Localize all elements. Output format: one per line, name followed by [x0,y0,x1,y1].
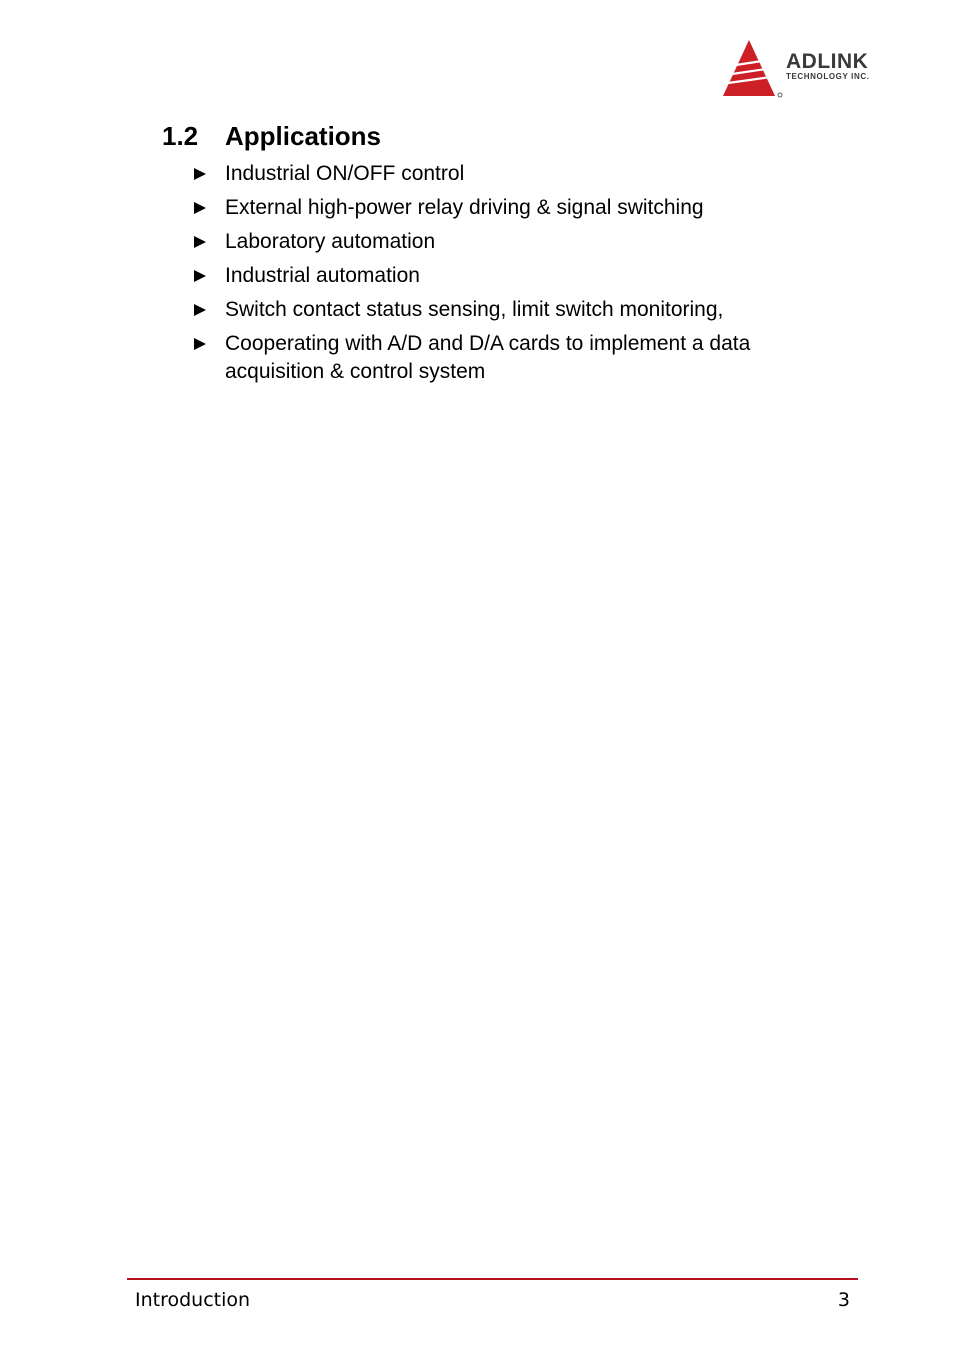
list-item [190,296,830,324]
right-triangle-bullet-icon [194,338,206,350]
right-triangle-bullet-icon [194,304,206,316]
section-title: Applications [225,121,382,151]
list-item [190,194,830,222]
footer-chapter-name: Introduction [135,1289,251,1311]
list-item-text: Cooperating with A/D and D/A cards to implement a data acquisition & control system [225,332,751,383]
footer-page-number: 3 [837,1289,850,1311]
right-triangle-bullet-icon [194,168,206,180]
section-heading [162,120,381,152]
list-item [190,160,830,188]
right-triangle-bullet-icon [194,202,206,214]
right-triangle-bullet-icon [194,236,206,248]
adlink-logo [722,38,912,100]
section-number: 1.2 [162,121,199,151]
footer-divider [127,1278,858,1280]
list-item [190,262,830,290]
list-item-text: Switch contact status sensing, limit switch monitoring, [225,298,724,321]
logo-brand-tagline: TECHNOLOGY INC. [786,72,870,81]
list-item [190,228,830,256]
list-item-text: External high-power relay driving & signal switching [225,196,704,219]
list-item-text: Laboratory automation [225,230,436,253]
list-item [190,330,830,386]
logo-brand-name: ADLINK [786,50,869,73]
adlink-triangle-logo-icon [722,38,784,100]
list-item-text: Industrial automation [225,264,420,287]
right-triangle-bullet-icon [194,270,206,282]
applications-list [190,160,830,392]
list-item-text: Industrial ON/OFF control [225,162,465,185]
